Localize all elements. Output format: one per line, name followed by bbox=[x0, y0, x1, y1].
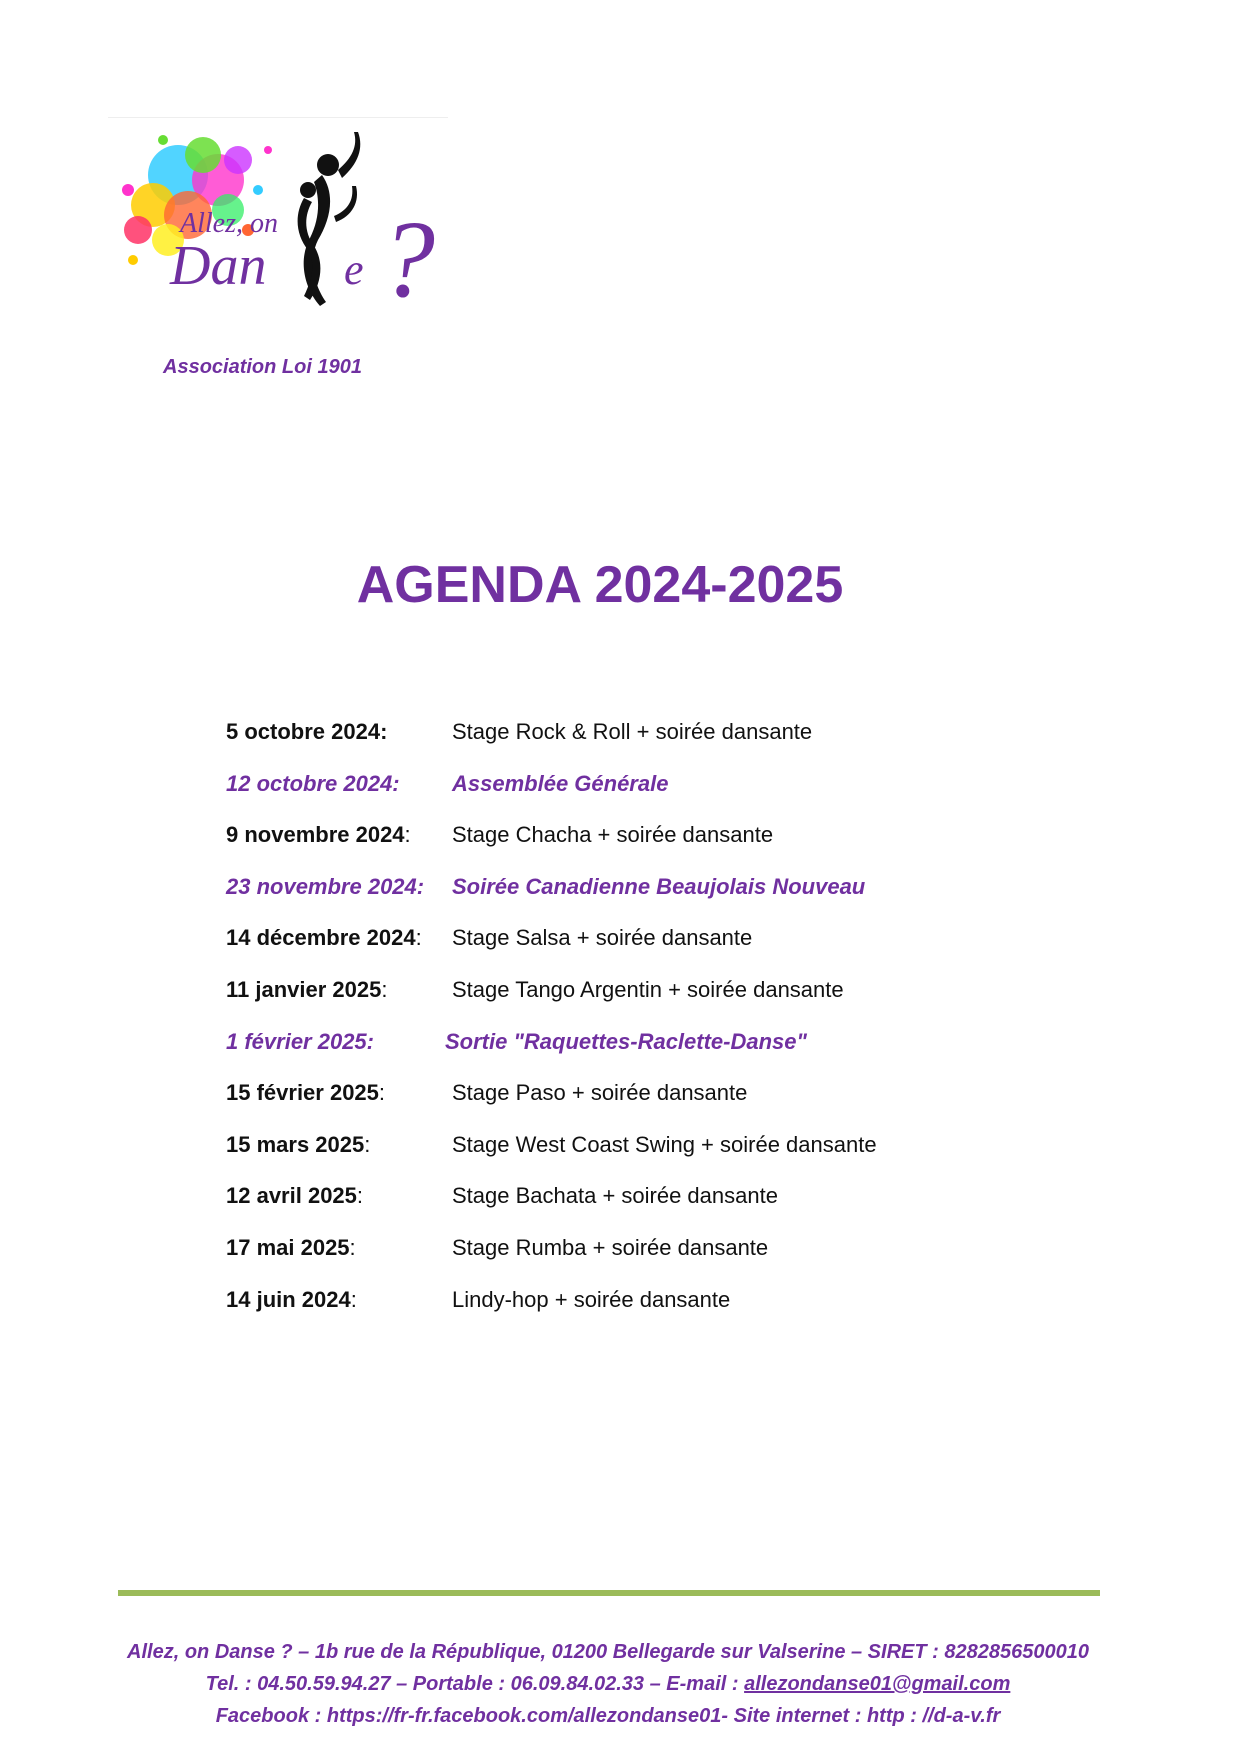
agenda-event: Stage Tango Argentin + soirée dansante bbox=[452, 976, 844, 1002]
agenda-row bbox=[226, 1180, 1126, 1232]
agenda-date: 15 mars 2025: bbox=[226, 1131, 371, 1157]
agenda-row-highlight bbox=[226, 768, 1126, 820]
logo-question-mark: ? bbox=[380, 198, 435, 320]
agenda-date: 17 mai 2025: bbox=[226, 1234, 356, 1260]
agenda-event: Stage Rock & Roll + soirée dansante bbox=[452, 719, 813, 744]
agenda-row bbox=[226, 922, 1126, 974]
agenda-date: 14 juin 2024: bbox=[226, 1286, 357, 1312]
agenda-event: Stage Rumba + soirée dansante bbox=[452, 1234, 769, 1260]
agenda-event: Stage Paso + soirée dansante bbox=[452, 1080, 748, 1106]
agenda-date: 9 novembre 2024: bbox=[226, 822, 411, 848]
footer-phones: Tel. : 04.50.59.94.27 – Portable : 06.09.84.02.33 – E-mail : bbox=[205, 1673, 745, 1695]
footer bbox=[0, 1636, 1216, 1732]
footer-divider bbox=[118, 1590, 1100, 1596]
agenda-date: 14 décembre 2024: bbox=[226, 925, 422, 951]
agenda-event: Assemblée Générale bbox=[452, 770, 669, 796]
agenda-row-highlight bbox=[226, 871, 1126, 923]
agenda-date: 5 octobre 2024: bbox=[226, 719, 388, 744]
agenda-date: 12 avril 2025: bbox=[226, 1183, 364, 1209]
agenda-row bbox=[226, 1284, 1126, 1336]
agenda-event: Soirée Canadienne Beaujolais Nouveau bbox=[452, 873, 866, 899]
agenda-event: Sortie "Raquettes-Raclette-Danse" bbox=[445, 1028, 807, 1054]
footer-web: Facebook : https://fr-fr.facebook.com/allezondanse01- Site internet : http : //d-a-v.fr bbox=[215, 1705, 1001, 1727]
agenda-row bbox=[226, 1077, 1126, 1129]
agenda-date: 12 octobre 2024: bbox=[226, 770, 400, 796]
agenda-event: Stage West Coast Swing + soirée dansante bbox=[452, 1131, 877, 1157]
agenda-date: 23 novembre 2024: bbox=[226, 873, 425, 899]
agenda-row bbox=[226, 819, 1126, 871]
logo-graphic bbox=[108, 120, 438, 320]
email-link[interactable]: allezondanse01@gmail.com bbox=[744, 1673, 1011, 1695]
agenda-event: Stage Salsa + soirée dansante bbox=[452, 925, 753, 951]
agenda-row bbox=[226, 716, 1126, 768]
footer-contact bbox=[0, 1668, 1216, 1700]
agenda-row-highlight bbox=[226, 1026, 1126, 1078]
logo-top-rule bbox=[108, 117, 448, 118]
agenda-date: 1 février 2025: bbox=[226, 1028, 374, 1054]
agenda-event: Lindy-hop + soirée dansante bbox=[452, 1286, 731, 1312]
agenda-date: 15 février 2025: bbox=[226, 1080, 386, 1106]
page-title: AGENDA 2024-2025 bbox=[356, 556, 844, 614]
agenda-row bbox=[226, 974, 1126, 1026]
logo-text-line2-start: Dan bbox=[170, 235, 267, 297]
agenda-event: Stage Chacha + soirée dansante bbox=[452, 822, 774, 848]
logo-text-line2-end: e bbox=[344, 245, 364, 294]
association-label: Association Loi 1901 bbox=[163, 356, 362, 378]
agenda-row bbox=[226, 1129, 1126, 1181]
agenda-event: Stage Bachata + soirée dansante bbox=[452, 1183, 778, 1209]
agenda-row bbox=[226, 1232, 1126, 1284]
footer-address: Allez, on Danse ? – 1b rue de la République, 01200 Bellegarde sur Valserine – SIRET : 8282856500010 bbox=[127, 1641, 1089, 1663]
agenda-list bbox=[226, 716, 1126, 1335]
logo-text-line1: Allez, on bbox=[180, 208, 278, 239]
logo bbox=[108, 120, 438, 320]
agenda-date: 11 janvier 2025: bbox=[226, 976, 388, 1002]
